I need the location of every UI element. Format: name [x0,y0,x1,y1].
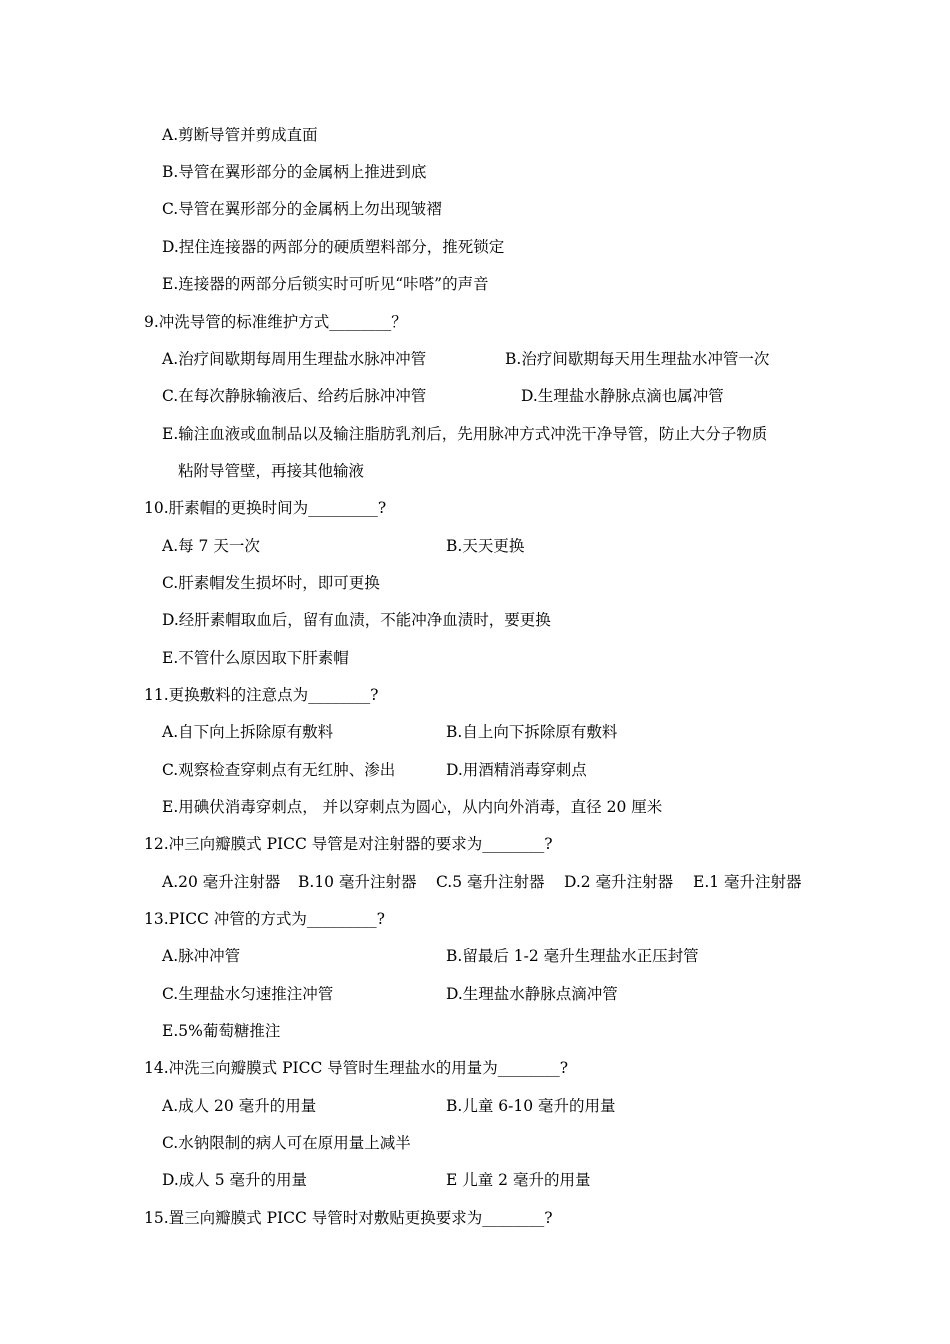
option-line: B.留最后 1-2 毫升生理盐水正压封管 [446,947,699,965]
question-line: 15.置三向瓣膜式 PICC 导管时对敷贴更换要求为________? [144,1209,553,1227]
option-line: E 儿童 2 毫升的用量 [446,1171,591,1189]
option-line: C.水钠限制的病人可在原用量上减半 [162,1134,411,1152]
option-line: D.用酒精消毒穿刺点 [446,761,587,779]
option-line: D.经肝素帽取血后，留有血渍，不能冲净血渍时，要更换 [162,611,551,629]
option-line: A.自下向上拆除原有敷料 [162,723,334,741]
question-line: 11.更换敷料的注意点为________? [144,686,379,704]
option-line: D.成人 5 毫升的用量 [162,1171,308,1189]
option-line: A.成人 20 毫升的用量 [162,1097,317,1115]
option-line: A.每 7 天一次 [162,537,260,555]
option-line: B.导管在翼形部分的金属柄上推进到底 [162,163,427,181]
option-line: E.1 毫升注射器 [693,873,802,891]
option-line: B.10 毫升注射器 [298,873,417,891]
question-line: 14.冲洗三向瓣膜式 PICC 导管时生理盐水的用量为________? [144,1059,569,1077]
option-line: A.治疗间歇期每周用生理盐水脉冲冲管 [162,350,427,368]
option-line: C.肝素帽发生损坏时，即可更换 [162,574,380,592]
option-line: E.输注血液或血制品以及输注脂肪乳剂后，先用脉冲方式冲洗干净导管，防止大分子物质 [162,425,768,443]
option-line: D.生理盐水静脉点滴也属冲管 [521,387,724,405]
question-line: 9.冲洗导管的标准维护方式________？ [144,313,407,331]
option-line: C.在每次静脉输液后、给药后脉冲冲管 [162,387,427,405]
question-line: 10.肝素帽的更换时间为_________? [144,499,387,517]
option-line: A.脉冲冲管 [162,947,241,965]
option-line: E.用碘伏消毒穿刺点， 并以穿刺点为圆心，从内向外消毒，直径 20 厘米 [162,798,663,816]
option-line: E.5%葡萄糖推注 [162,1022,281,1040]
option-line: C.生理盐水匀速推注冲管 [162,985,334,1003]
option-line: B.天天更换 [446,537,525,555]
option-line: C.5 毫升注射器 [436,873,545,891]
option-line: C.导管在翼形部分的金属柄上勿出现皱褶 [162,200,442,218]
option-line: D.生理盐水静脉点滴冲管 [446,985,618,1003]
option-line: A.20 毫升注射器 [162,873,281,891]
question-line: 13.PICC 冲管的方式为_________? [144,910,385,928]
option-line: D.2 毫升注射器 [564,873,674,891]
option-line: E.不管什么原因取下肝素帽 [162,649,349,667]
option-line: B.儿童 6-10 毫升的用量 [446,1097,616,1115]
option-line: B.自上向下拆除原有敷料 [446,723,618,741]
option-line: B.治疗间歇期每天用生理盐水冲管一次 [505,350,770,368]
option-line: A.剪断导管并剪成直面 [162,126,318,144]
option-line: C.观察检查穿刺点有无红肿、渗出 [162,761,396,779]
option-line: E.连接器的两部分后锁实时可听见“咔嗒”的声音 [162,275,489,293]
question-line: 12.冲三向瓣膜式 PICC 导管是对注射器的要求为________? [144,835,553,853]
option-line: D.捏住连接器的两部分的硬质塑料部分，推死锁定 [162,238,505,256]
option-line-continued: 粘附导管壁，再接其他输液 [178,462,365,480]
